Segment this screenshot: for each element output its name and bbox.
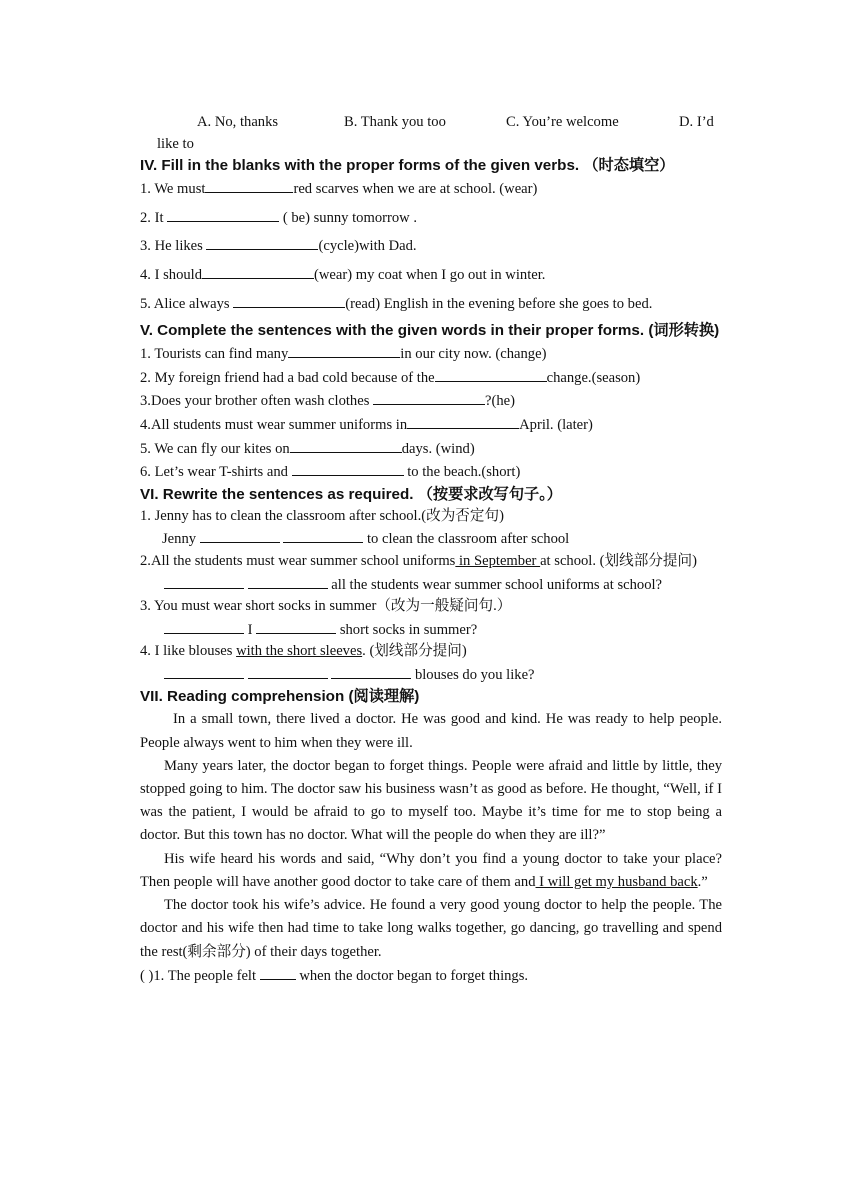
answer-blank[interactable] [248, 573, 328, 589]
s6-question-3: 3. You must wear short socks in summer（改为一般疑问句.） [140, 598, 512, 615]
s4-question-3: 3. He likes (cycle)with Dad. [140, 234, 722, 258]
answer-blank[interactable] [233, 292, 345, 308]
s6-answer-4: blouses do you like? [140, 663, 722, 687]
option-b: B. Thank you too [344, 114, 446, 130]
section-iv-title: IV. Fill in the blanks with the proper forms of the given verbs. （时态填空） [140, 157, 675, 175]
answer-blank[interactable] [260, 964, 296, 980]
s5-question-4: 4.All students must wear summer uniforms in April. (later) [140, 413, 722, 437]
answer-blank[interactable] [164, 663, 244, 679]
reading-question-1: ( )1. The people felt when the doctor began to forget things. [140, 964, 722, 988]
s6-answer-1: Jenny to clean the classroom after school [140, 527, 722, 551]
answer-blank[interactable] [288, 342, 400, 358]
answer-blank[interactable] [256, 618, 336, 634]
reading-paragraph-4: The doctor took his wife’s advice. He found a very good young doctor to help the people. The doctor and his wife then had time to take long walks together, go dancing, go travelling and spend the rest(剩余部分) of their days together. [140, 897, 722, 960]
answer-blank[interactable] [202, 263, 314, 279]
s4-question-5: 5. Alice always (read) English in the evening before she goes to bed. [140, 292, 722, 316]
s4-question-4: 4. I should (wear) my coat when I go out in winter. [140, 263, 722, 287]
s5-question-6: 6. Let’s wear T-shirts and to the beach.(short) [140, 460, 722, 484]
answer-blank[interactable] [407, 413, 519, 429]
s4-question-1: 1. We must red scarves when we are at school. (wear) [140, 177, 722, 201]
section-vii-title: VII. Reading comprehension (阅读理解) [140, 688, 420, 706]
underlined-phrase: with the short sleeves [236, 643, 363, 660]
answer-blank[interactable] [200, 527, 280, 543]
s5-question-5: 5. We can fly our kites on days. (wind) [140, 437, 722, 461]
section-vi-title: VI. Rewrite the sentences as required. （按要求改写句子。） [140, 485, 562, 503]
s4-question-2: 2. It ( be) sunny tomorrow . [140, 206, 722, 230]
s5-question-1: 1. Tourists can find many in our city now. (change) [140, 342, 722, 366]
answer-blank[interactable] [164, 573, 244, 589]
reading-paragraph-2: Many years later, the doctor began to forget things. People were afraid and little by little, they stopped going to him. The doctor saw his business wasn’t as good as before. He thought, “Well, if I was the patient, I would be afraid to go to myself too. Maybe it’s time for me to stop being a doctor. But this town has no doctor. What will the people do when they are ill?” [140, 757, 722, 844]
worksheet-page [140, 112, 722, 987]
answer-blank[interactable] [435, 366, 547, 382]
s6-question-4: 4. I like blouses with the short sleeves. (划线部分提问) [140, 643, 467, 660]
s6-question-2: 2.All the students must wear summer school uniforms in September at school. (划线部分提问) [140, 552, 697, 569]
answer-blank[interactable] [373, 389, 485, 405]
underlined-phrase: I will get my husband back [535, 873, 698, 890]
answer-blank[interactable] [283, 527, 363, 543]
answer-blank[interactable] [248, 663, 328, 679]
answer-options [140, 112, 722, 134]
s6-question-1: 1. Jenny has to clean the classroom after school.(改为否定句) [140, 507, 504, 524]
reading-paragraph-1: In a small town, there lived a doctor. He was good and kind. He was ready to help people. People always went to him when they were ill. [140, 711, 722, 751]
reading-paragraph-3: His wife heard his words and said, “Why don’t you find a young doctor to take your place? Then people will have another good doctor to take care of them and I will get my husband back.” [140, 850, 722, 890]
option-d-continued: like to [157, 135, 194, 152]
s6-answer-3: I short socks in summer? [140, 618, 722, 642]
answer-blank[interactable] [290, 437, 402, 453]
option-d: D. I’d [679, 114, 714, 130]
answer-blank[interactable] [164, 618, 244, 634]
answer-blank[interactable] [331, 663, 411, 679]
answer-blank[interactable] [205, 177, 293, 193]
s5-question-3: 3.Does your brother often wash clothes ?(he) [140, 389, 722, 413]
s5-question-2: 2. My foreign friend had a bad cold because of the change.(season) [140, 366, 722, 390]
answer-blank[interactable] [206, 234, 318, 250]
s6-answer-2: all the students wear summer school uniforms at school? [140, 573, 722, 597]
underlined-phrase: in September [455, 552, 541, 569]
option-c: C. You’re welcome [506, 114, 619, 130]
answer-blank[interactable] [167, 206, 279, 222]
answer-blank[interactable] [292, 460, 404, 476]
section-v-title: V. Complete the sentences with the given words in their proper forms. (词形转换) [140, 322, 720, 340]
option-a: A. No, thanks [197, 114, 279, 130]
